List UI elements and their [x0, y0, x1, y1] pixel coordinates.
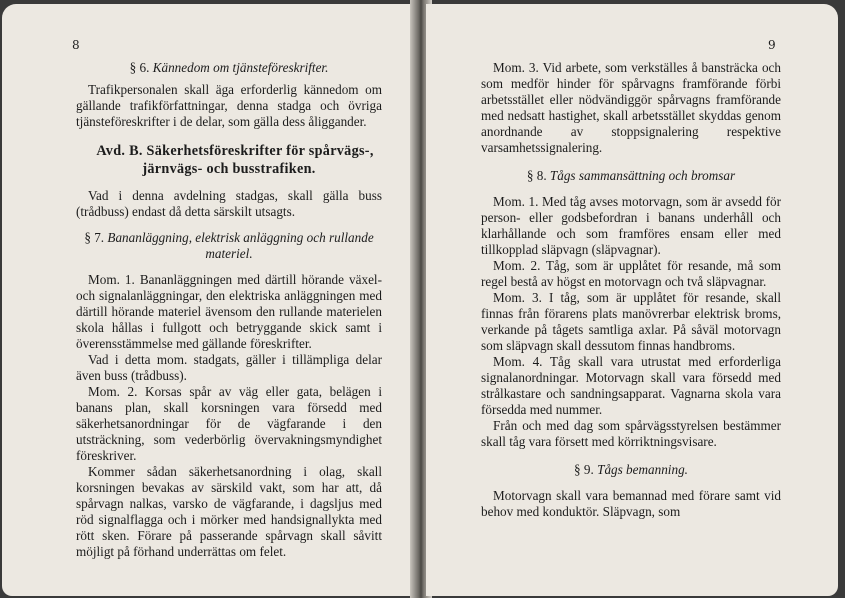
paragraph: Mom. 1. Bananläggningen med därtill hörande växel- och signalanläggningar, den elektriska anläggningen med därtill hörande materiel ävensom den rullande materielen skola hållas i fullgott och betryggande skick samt i överensstämmelse med gällande föreskrifter. — [76, 272, 382, 351]
paragraph: Trafikpersonalen skall äga erforderlig kännedom om gällande trafikförfattningar, denna stadga och övriga tjänsteföreskrifter i de delar, som gälla dess åliggander. — [76, 82, 382, 129]
left-text-column — [76, 60, 382, 560]
part-heading: Avd. B. Säkerhetsföreskrifter för spårvägs-, järnvägs- och busstrafiken. — [96, 143, 374, 177]
paragraph: Från och med dag som spårvägsstyrelsen bestämmer skall tåg vara försett med körriktningsvisare. — [481, 418, 781, 449]
left-page — [2, 4, 414, 596]
paragraph: Mom. 2. Tåg, som är upplåtet för resande, må som regel bestå av högst en motorvagn och två släpvagnar. — [481, 258, 781, 289]
paragraph: Mom. 2. Korsas spår av väg eller gata, belägen i banans plan, skall korsningen vara försedd med säkerhetsanordningar för de vägfarande i den utsträckning, som vederbörlig övervakningsmyndighet föreskriver. — [76, 384, 382, 463]
right-text-column — [481, 60, 781, 520]
section-heading: § 8. Tågs sammansättning och bromsar — [526, 168, 736, 183]
paragraph: Kommer sådan säkerhetsanordning i olag, skall korsningen bevakas av särskild vakt, som har att, då spårvagn nalkas, varsko de vägfarande, i dagsljus med röd signalflagga och i mörker med handsignallykta med rött sken. Förare på passerande spårvagn skall såvitt möjligt på förhand underrättas om felet. — [76, 464, 382, 559]
page-number: 9 — [768, 38, 776, 52]
paragraph: Motorvagn skall vara bemannad med förare samt vid behov med konduktör. Släpvagn, som — [481, 488, 781, 519]
paragraph: Vad i detta mom. stadgats, gäller i tillämpliga delar även buss (trådbuss). — [76, 352, 382, 383]
paragraph: Mom. 1. Med tåg avses motorvagn, som är avsedd för person- eller godsbefordran i banans underhåll och klarhållande och som framföres ensam eller med tillkopplad släpvagn (släpvagnar). — [481, 194, 781, 257]
section-heading: § 6. Kännedom om tjänsteföreskrifter. — [129, 60, 329, 75]
right-page — [426, 4, 838, 596]
paragraph: Vad i denna avdelning stadgas, skall gälla buss (trådbuss) endast då detta särskilt utsagts. — [76, 188, 382, 219]
section-heading: § 9. Tågs bemanning. — [574, 462, 688, 477]
paragraph: Mom. 3. Vid arbete, som verkställes å bansträcka och som medför hinder för spårvagns framförande förbi arbetsstället eller nödvändiggör spårvagns framförande med nedsatt hastighet, skall arbetsstället skyddas genom anordnande av stoppsignalering respektive varsamhetssignalering. — [481, 60, 781, 155]
page-number: 8 — [72, 38, 80, 52]
paragraph: Mom. 4. Tåg skall vara utrustat med erforderliga signalanordningar. Motorvagn skall vara försedd med strålkastare och sandningsapparat. Vagnarna skola vara försedda med nummer. — [481, 354, 781, 417]
paragraph: Mom. 3. I tåg, som är upplåtet för resande, skall finnas från förarens plats manövrerbar elektrisk broms, verkande på tågets samtliga axlar. På såväl motorvagn som släpvagn skall dessutom finnas handbroms. — [481, 290, 781, 353]
section-heading: § 7. Bananläggning, elektrisk anläggning och rullande materiel. — [84, 230, 374, 261]
